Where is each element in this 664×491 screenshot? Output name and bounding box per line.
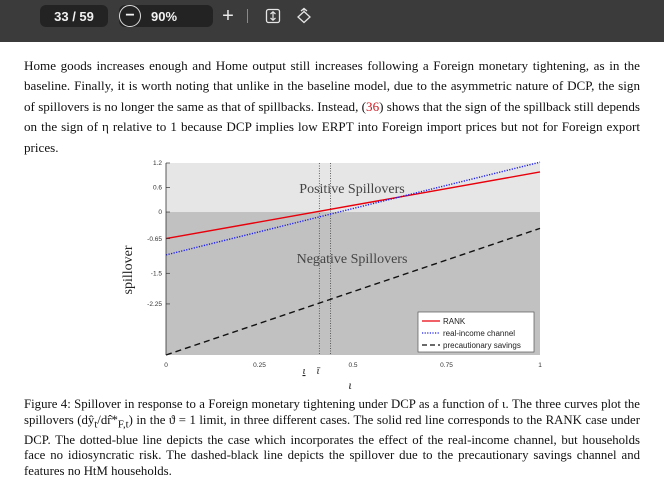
paragraph-text-2: ) shows that the sign of the spillback still depends on the sign of η relative to 1 because DCP implies low ERPT into Foreign import prices but not for Foreign export prices. bbox=[24, 98, 640, 155]
x-axis-label: ι bbox=[348, 378, 352, 392]
x-tick-label: 0.5 bbox=[348, 362, 358, 369]
legend-real-income-channel: real-income channel bbox=[443, 329, 516, 338]
y-tick-label: -1.5 bbox=[150, 270, 162, 278]
y-tick-label: -2.25 bbox=[147, 301, 162, 309]
iota-bar-mark: ῑ bbox=[316, 365, 320, 377]
caption-lead: Figure 4: Spillover in response to a Foreign monetary tightening under DCP as a function of ι. The three curves plot the spillovers (dŷ bbox=[24, 397, 640, 427]
x-tick-label: 0 bbox=[164, 362, 168, 369]
plus-icon: + bbox=[222, 4, 234, 27]
y-axis-label: spillover bbox=[121, 245, 136, 295]
y-tick-label: -0.65 bbox=[147, 235, 162, 243]
y-tick-label: 0 bbox=[158, 209, 162, 217]
page-total: / 59 bbox=[72, 8, 94, 24]
caption-sub-t: t bbox=[94, 419, 98, 431]
y-tick-label: 0.6 bbox=[152, 184, 162, 192]
iota-lower-mark: ι bbox=[302, 365, 306, 377]
x-tick-label: 0.25 bbox=[253, 362, 266, 369]
x-tick-label: 0.75 bbox=[440, 362, 453, 369]
figure-caption bbox=[24, 397, 640, 480]
legend-rank: RANK bbox=[443, 317, 466, 326]
negative-spillovers-label: Negative Spillovers bbox=[296, 252, 408, 267]
x-tick-label: 1 bbox=[538, 362, 542, 369]
caption-sub-ft: F,t bbox=[117, 419, 129, 431]
minus-circle-icon: − bbox=[125, 7, 135, 24]
page-current[interactable]: 33 bbox=[54, 8, 69, 24]
chart-legend bbox=[418, 312, 534, 352]
equation-reference-link[interactable]: 36 bbox=[366, 98, 380, 114]
y-tick-label: 1.2 bbox=[152, 160, 162, 168]
positive-spillovers-label: Positive Spillovers bbox=[299, 182, 405, 197]
caption-mid-2: ) in the ϑ = 1 limit, in three different cases. The solid red line corresponds to the RANK case under DCP. The dotted-blue line depicts the case which incorporates the effect of the real-income channel, but households face no idiosyncratic risk. The dashed-black line depicts the spillover due to the precautionary savings channel and features no HtM households. bbox=[24, 412, 640, 478]
zoom-level[interactable]: 90% bbox=[151, 8, 178, 24]
paragraph-text-1: Home goods increases enough and Home output still increases following a Foreign monetary tightening, as in the baseline. Finally, it is worth noting that unlike in the baseline model, due to the asymmetric nature of DCP, the sign of spillovers is no longer the same as that of spillbacks. Instead, ( bbox=[24, 58, 640, 114]
legend-precautionary-savings: precautionary savings bbox=[443, 341, 521, 350]
caption-mid-1: /dr̂* bbox=[97, 412, 118, 427]
